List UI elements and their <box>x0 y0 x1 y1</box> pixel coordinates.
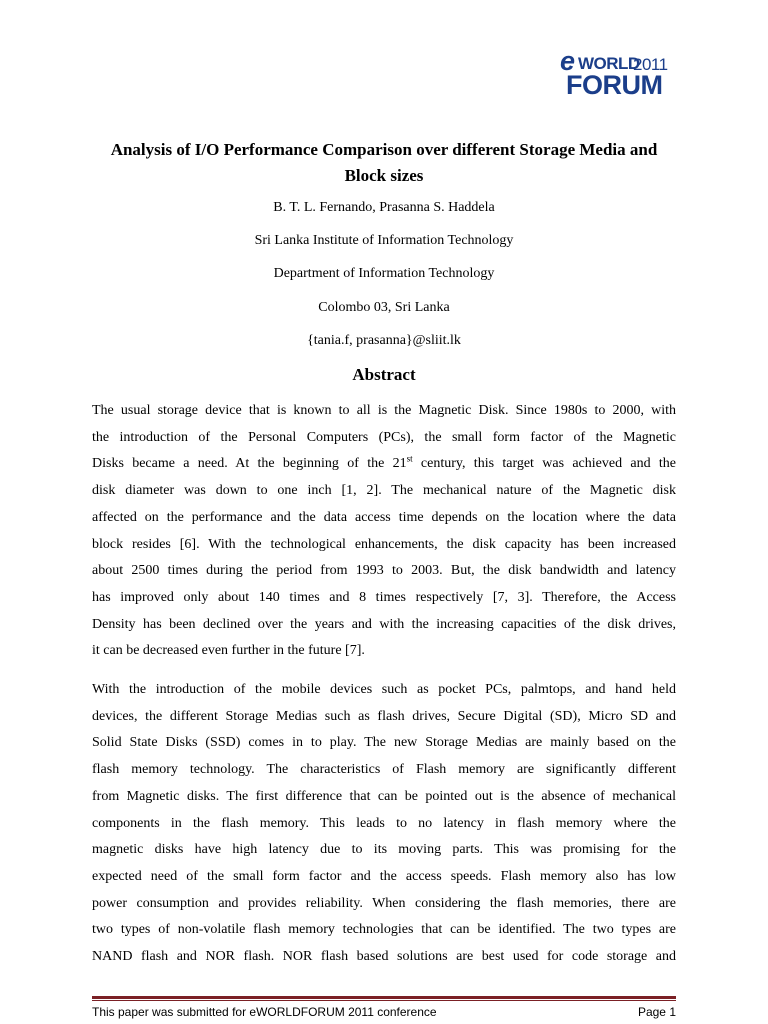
paper-authors: B. T. L. Fernando, Prasanna S. Haddela <box>273 200 495 215</box>
text-line: about 2500 times during the period from 1993 to 2003. But, the disk bandwidth and latency <box>92 563 676 579</box>
logo-e-letter: e <box>560 46 576 76</box>
text-line: from Magnetic disks. The first difference that can be pointed out is the absence of mechanical <box>92 788 676 804</box>
footer-rule <box>92 996 676 999</box>
text-line: With the introduction of the mobile devices such as pocket PCs, palmtops, and hand held <box>92 682 676 697</box>
text-line: the introduction of the Personal Computers (PCs), the small form factor of the Magnetic <box>92 429 676 445</box>
text-line: block resides [6]. With the technological enhancements, the disk capacity has been increased <box>92 536 676 552</box>
eworld-forum-logo <box>558 46 670 100</box>
paper-email: {tania.f, prasanna}@sliit.lk <box>307 333 461 348</box>
text-line: expected need of the small form factor and the access speeds. Flash memory also has low <box>92 868 676 884</box>
logo-forum-text: FORUM <box>566 70 663 100</box>
text-line: The usual storage device that is known to all is the Magnetic Disk. Since 1980s to 2000, with <box>92 403 676 418</box>
text-line: devices, the different Storage Medias such as flash drives, Secure Digital (SD), Micro SD and <box>92 708 676 724</box>
text-line: Solid State Disks (SSD) comes in to play. The new Storage Medias are mainly based on the <box>92 735 676 751</box>
text-line: Density has been declined over the years and with the increasing capacities of the disk drives, <box>92 616 676 632</box>
text-line: two types of non-volatile flash memory technologies that can be identified. The two types are <box>92 922 676 938</box>
text-line: components in the flash memory. This leads to no latency in flash memory where the <box>92 815 676 831</box>
footer-page-number: Page 1 <box>637 1005 676 1019</box>
text-line: it can be decreased even further in the future [7]. <box>92 643 365 659</box>
text-line: has improved only about 140 times and 8 times respectively [7, 3]. Therefore, the Access <box>92 589 676 605</box>
footer-conference-note: This paper was submitted for eWORLDFORUM 2011 conference <box>92 1005 437 1019</box>
paper-department: Department of Information Technology <box>273 266 495 281</box>
paper-location: Colombo 03, Sri Lanka <box>318 300 450 315</box>
abstract-heading: Abstract <box>352 365 416 384</box>
text-line: Disks became a need. At the beginning of the 21st century, this target was achieved and the <box>92 453 676 472</box>
paper-title <box>84 137 684 189</box>
text-line: disk diameter was down to one inch [1, 2]. The mechanical nature of the Magnetic disk <box>92 483 676 499</box>
footer-rule-thin <box>92 1000 676 1001</box>
text-line: affected on the performance and the data access time depends on the location where the data <box>92 509 676 525</box>
abstract-paragraph-1 <box>92 398 676 665</box>
paper-title-line-2: Block sizes <box>344 166 424 185</box>
paper-title-line-1: Analysis of I/O Performance Comparison over different Storage Media and <box>110 140 658 159</box>
logo-world-text: WORLD <box>578 54 640 73</box>
paper-institution: Sri Lanka Institute of Information Technology <box>254 233 514 248</box>
text-line: NAND flash and NOR flash. NOR flash based solutions are best used for code storage and <box>92 949 676 965</box>
text-line: power consumption and provides reliability. When considering the flash memories, there are <box>92 895 676 911</box>
text-line: flash memory technology. The characteristics of Flash memory are significantly different <box>92 762 676 778</box>
logo-year-text: 2011 <box>633 55 668 74</box>
text-line: magnetic disks have high latency due to its moving parts. This was promising for the <box>92 842 676 858</box>
abstract-paragraph-2 <box>92 677 676 971</box>
superscript-st: st <box>406 453 413 464</box>
